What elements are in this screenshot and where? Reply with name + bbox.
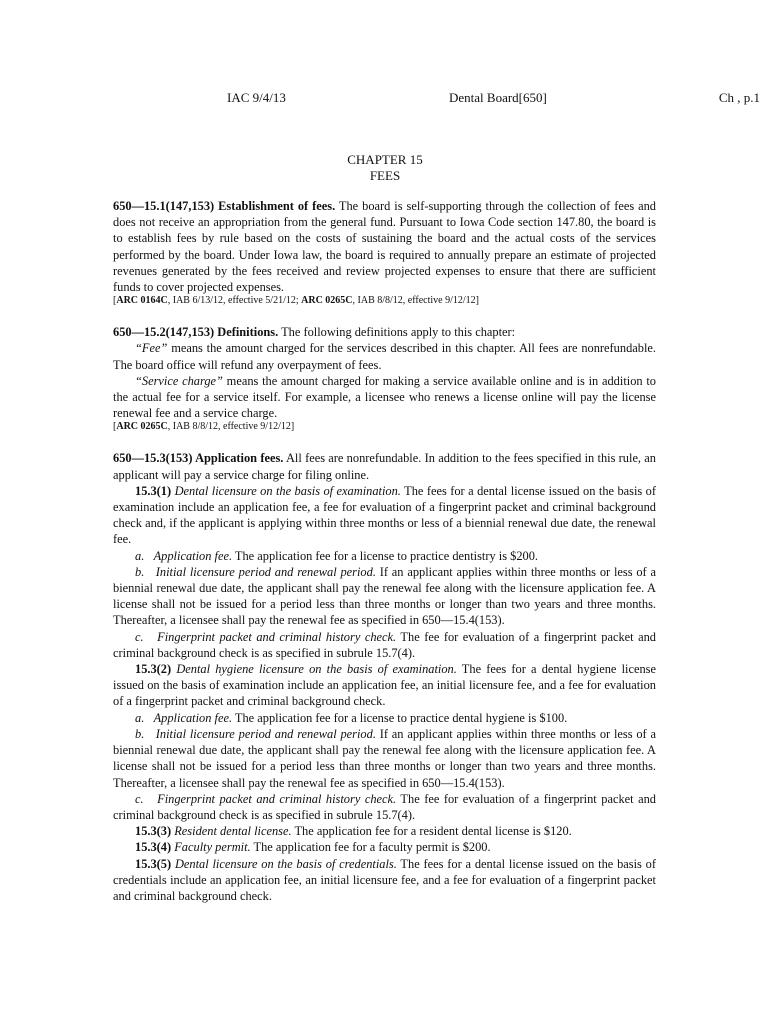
definition-fee bbox=[113, 340, 656, 372]
paragraph-label: a. bbox=[135, 548, 145, 563]
paragraph-label: b. bbox=[135, 564, 145, 579]
definition-term: “Service charge” bbox=[135, 373, 223, 388]
rule-15-2-text: The following definitions apply to this chapter: bbox=[278, 325, 516, 340]
chapter-number: CHAPTER 15 bbox=[347, 152, 423, 167]
paragraph-text: The fee for evaluation of a fingerprint packet and criminal background check is as specified in subrule 15.7(4). bbox=[113, 791, 656, 822]
subrule-15-3-3 bbox=[113, 823, 656, 839]
definition-text: means the amount charged for the services described in this chapter. All fees are nonrefundable. The board office will refund any overpayment of fees. bbox=[113, 341, 656, 372]
paragraph-item bbox=[113, 548, 656, 564]
subrule-text: The fees for a dental license issued on the basis of credentials include an application fee, an initial licensure fee, and a fee for evaluation of a fingerprint packet and criminal background check. bbox=[113, 856, 656, 903]
paragraph-title: Application fee. bbox=[153, 710, 233, 725]
source-bracket: [ bbox=[113, 421, 117, 433]
chapter-heading bbox=[0, 152, 770, 184]
subrule-number: 15.3(5) bbox=[135, 856, 172, 871]
subrule-title: Faculty permit. bbox=[171, 840, 251, 855]
paragraph-item bbox=[113, 710, 656, 726]
source-arc-link: ARC 0265C bbox=[301, 295, 353, 307]
source-arc-link: ARC 0164C bbox=[116, 295, 168, 307]
subrule-15-3-5 bbox=[113, 856, 656, 905]
chapter-title: FEES bbox=[369, 168, 401, 183]
subrule-title: Dental licensure on the basis of credentials. bbox=[171, 856, 397, 871]
paragraph-label: a. bbox=[135, 710, 145, 725]
subrule-number: 15.3(4) bbox=[135, 840, 172, 855]
paragraph-label: b. bbox=[135, 726, 145, 741]
subrule-title: Dental hygiene licensure on the basis of examination. bbox=[171, 662, 457, 677]
rule-15-3 bbox=[113, 450, 656, 482]
paragraph-title: Initial licensure period and renewal period. bbox=[155, 726, 376, 741]
source-text: , IAB 6/13/12, effective 5/21/12; bbox=[167, 295, 302, 307]
paragraph-item bbox=[113, 726, 656, 791]
paragraph-title: Initial licensure period and renewal period. bbox=[155, 564, 376, 579]
paragraph-label: c. bbox=[135, 791, 144, 806]
subrule-title: Resident dental license. bbox=[171, 824, 292, 839]
subrule-15-3-2 bbox=[113, 661, 656, 710]
source-text: , IAB 8/8/12, effective 9/12/12] bbox=[352, 295, 479, 307]
subrule-title: Dental licensure on the basis of examination. bbox=[171, 483, 401, 498]
source-text: , IAB 8/8/12, effective 9/12/12] bbox=[167, 421, 295, 433]
paragraph-text: If an applicant applies within three months or less of a biennial renewal due date, the applicant shall pay the renewal fee along with the licensure application fee. A license shall not be issued for a period less than three months or longer than two years and three months. Thereafter, a licensee shall pay the renewal fee as specified in 650—15.4(153). bbox=[113, 726, 656, 790]
header-agency: Dental Board[650] bbox=[449, 90, 547, 105]
subrule-number: 15.3(3) bbox=[135, 824, 172, 839]
paragraph-title: Fingerprint packet and criminal history check. bbox=[157, 629, 397, 644]
subrule-text: The fees for a dental hygiene license issued on the basis of examination include an application fee, an initial licensure fee, and a fee for evaluation of a fingerprint packet and criminal background check. bbox=[113, 662, 656, 709]
source-arc-link: ARC 0265C bbox=[116, 421, 168, 433]
paragraph-text: The application fee for a license to practice dentistry is $200. bbox=[232, 548, 539, 563]
paragraph-text: If an applicant applies within three months or less of a biennial renewal due date, the applicant shall pay the renewal fee along with the licensure application fee. A license shall not be issued for a period less than three months or longer than two years and three months. Thereafter, a licensee shall pay the renewal fee as specified in 650—15.4(153). bbox=[113, 564, 656, 628]
source-bracket: [ bbox=[113, 295, 117, 307]
paragraph-item bbox=[113, 564, 656, 629]
header-page-number: Ch , p.1 bbox=[718, 90, 760, 105]
subrule-text: The fees for a dental license issued on the basis of examination include an application fee, a fee for evaluation of a fingerprint packet and criminal background check and, if the applicant is applying within three months or less of a biennial renewal due date, the renewal fee. bbox=[113, 483, 657, 547]
paragraph-label: c. bbox=[135, 629, 144, 644]
subrule-number: 15.3(2) bbox=[135, 662, 172, 677]
paragraph-text: The application fee for a license to practice dental hygiene is $100. bbox=[232, 710, 568, 725]
paragraph-item bbox=[113, 791, 656, 823]
rule-15-1-source bbox=[113, 295, 656, 307]
rule-15-3-text: All fees are nonrefundable. In addition to the fees specified in this rule, an applicant will pay a service charge for filing online. bbox=[113, 451, 656, 482]
subrule-text: The application fee for a faculty permit is $200. bbox=[250, 840, 491, 855]
rule-15-1 bbox=[113, 198, 656, 295]
rule-15-3-heading: 650—15.3(153) Application fees. bbox=[113, 451, 284, 466]
subrule-15-3-4 bbox=[113, 839, 656, 855]
header-date: IAC 9/4/13 bbox=[227, 90, 286, 105]
definition-text: means the amount charged for making a service available online and is in addition to the actual fee for a service itself. For example, a licensee who renews a license online will pay the license renewal fee and a service charge. bbox=[113, 373, 656, 421]
rule-15-2-heading: 650—15.2(147,153) Definitions. bbox=[113, 325, 279, 340]
paragraph-item bbox=[113, 629, 656, 661]
paragraph-text: The fee for evaluation of a fingerprint packet and criminal background check is as specified in subrule 15.7(4). bbox=[113, 629, 656, 660]
document-body bbox=[113, 198, 656, 904]
rule-15-2 bbox=[113, 324, 656, 340]
paragraph-title: Application fee. bbox=[153, 548, 233, 563]
rule-15-2-source bbox=[113, 421, 656, 433]
subrule-15-3-1 bbox=[113, 483, 656, 548]
rule-15-1-text: The board is self-supporting through the collection of fees and does not receive an appropriation from the general fund. Pursuant to Iowa Code section 147.80, the board is to establish fees by rule based on the costs of sustaining the board and the actual costs of the services performed by the board. Under Iowa law, the board is required to annually prepare an estimate of projected revenues generated by the fees received and review projected expenses to ensure that there are sufficient funds to cover projected expenses. bbox=[113, 199, 656, 295]
paragraph-title: Fingerprint packet and criminal history check. bbox=[157, 791, 397, 806]
subrule-number: 15.3(1) bbox=[135, 483, 172, 498]
subrule-text: The application fee for a resident dental license is $120. bbox=[291, 824, 572, 839]
definition-service-charge bbox=[113, 373, 656, 422]
rule-15-1-heading: 650—15.1(147,153) Establishment of fees. bbox=[113, 199, 336, 213]
definition-term: “Fee” bbox=[135, 341, 168, 356]
